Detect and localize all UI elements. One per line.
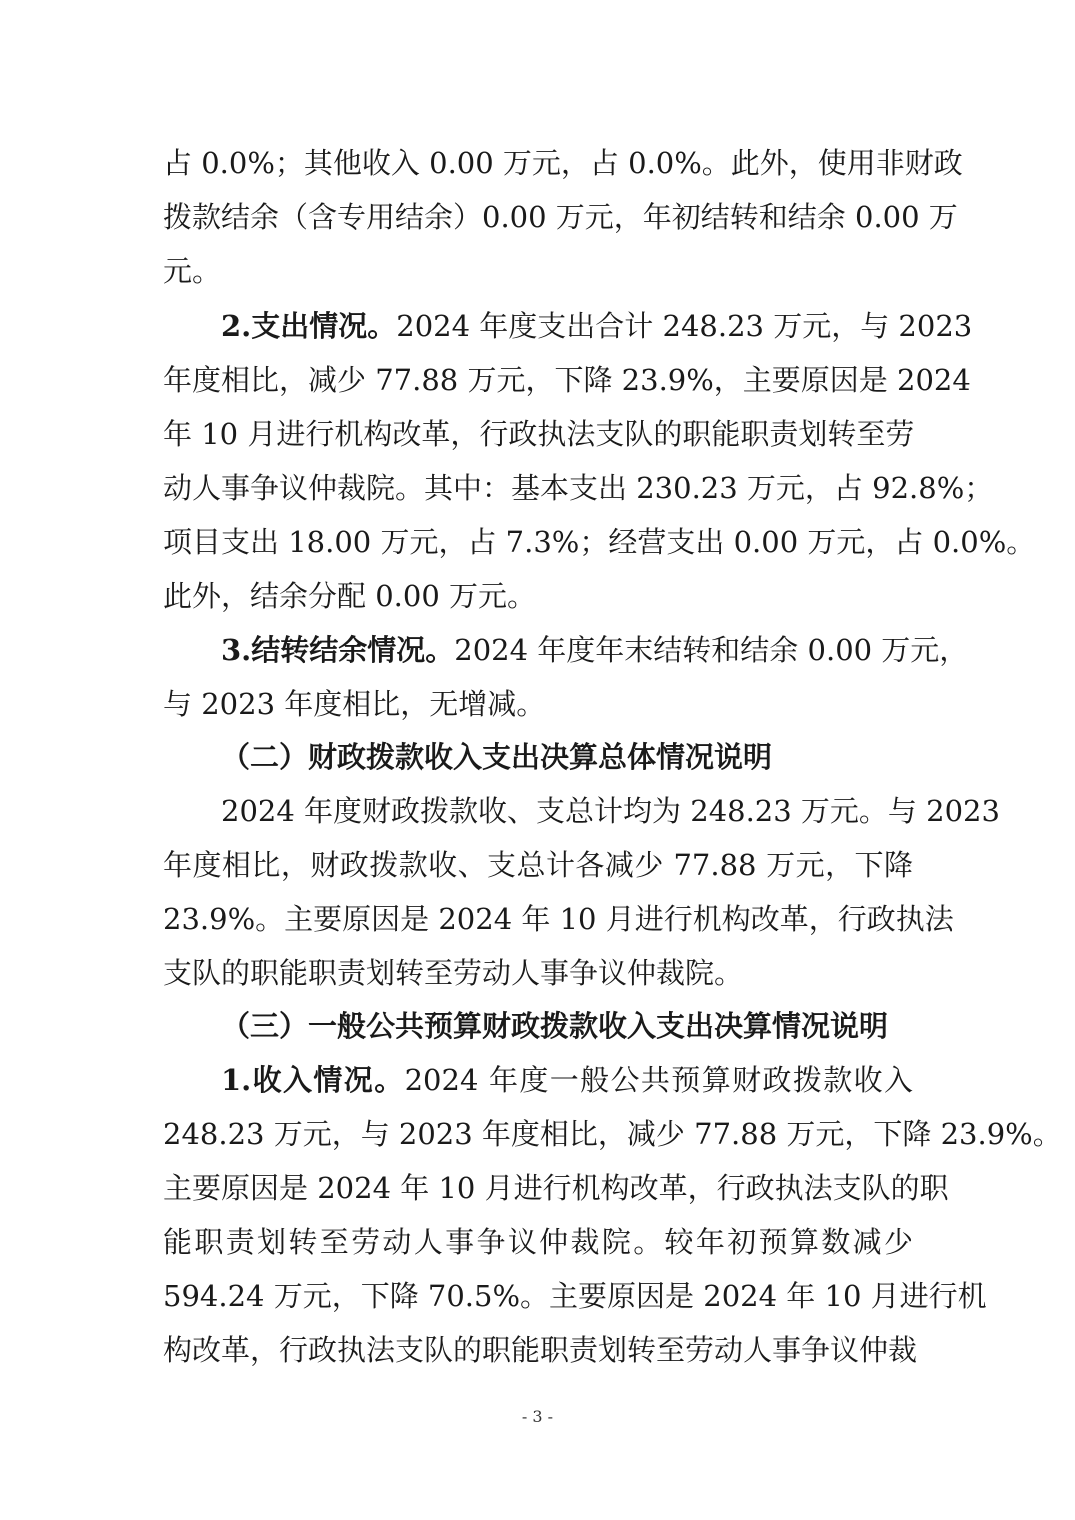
paragraph-line: 元。	[163, 254, 222, 288]
paragraph-line: 占 0.0%；其他收入 0.00 万元，占 0.0%。此外，使用非财政	[163, 146, 963, 180]
paragraph-line: 23.9%。主要原因是 2024 年 10 月进行机构改革，行政执法	[163, 902, 954, 936]
paragraph-line: 能职责划转至劳动人事争议仲裁院。较年初预算数减少	[163, 1225, 913, 1259]
paragraph-line: 年度相比，财政拨款收、支总计各减少 77.88 万元，下降	[163, 848, 913, 882]
paragraph-line: 项目支出 18.00 万元，占 7.3%；经营支出 0.00 万元，占 0.0%。	[163, 525, 1036, 559]
paragraph-line: 594.24 万元，下降 70.5%。主要原因是 2024 年 10 月进行机	[163, 1279, 987, 1313]
paragraph-line: 年 10 月进行机构改革，行政执法支队的职能职责划转至劳	[163, 417, 915, 451]
paragraph-line: 支队的职能职责划转至劳动人事争议仲裁院。	[163, 956, 744, 990]
paragraph-line: 构改革，行政执法支队的职能职责划转至劳动人事争议仲裁	[163, 1333, 918, 1367]
page-number: - 3 -	[521, 1407, 554, 1426]
paragraph-line: 248.23 万元，与 2023 年度相比，减少 77.88 万元，下降 23.9%。	[163, 1117, 1062, 1151]
section-heading: （二）财政拨款收入支出决算总体情况说明	[221, 740, 773, 774]
paragraph-line: 2.支出情况。2024 年度支出合计 248.23 万元，与 2023	[221, 309, 973, 343]
paragraph-line: 3.结转结余情况。2024 年度年末结转和结余 0.00 万元，	[221, 633, 969, 667]
section-heading: （三）一般公共预算财政拨款收入支出决算情况说明	[221, 1009, 889, 1043]
section-label: 3.结转结余情况。	[221, 633, 455, 667]
paragraph-line: 动人事争议仲裁院。其中：基本支出 230.23 万元，占 92.8%；	[163, 471, 994, 505]
section-label: 1.收入情况。	[221, 1063, 405, 1097]
paragraph-line: 年度相比，减少 77.88 万元，下降 23.9%，主要原因是 2024	[163, 363, 971, 397]
paragraph-line: 拨款结余（含专用结余）0.00 万元，年初结转和结余 0.00 万	[163, 200, 958, 234]
paragraph-line: 主要原因是 2024 年 10 月进行机构改革，行政执法支队的职	[163, 1171, 949, 1205]
paragraph-line: 此外，结余分配 0.00 万元。	[163, 579, 537, 613]
paragraph-line: 1.收入情况。2024 年度一般公共预算财政拨款收入	[221, 1063, 913, 1097]
paragraph-line: 与 2023 年度相比，无增减。	[163, 687, 546, 721]
section-label: 2.支出情况。	[221, 309, 397, 343]
paragraph-line: 2024 年度财政拨款收、支总计均为 248.23 万元。与 2023	[221, 794, 1000, 828]
